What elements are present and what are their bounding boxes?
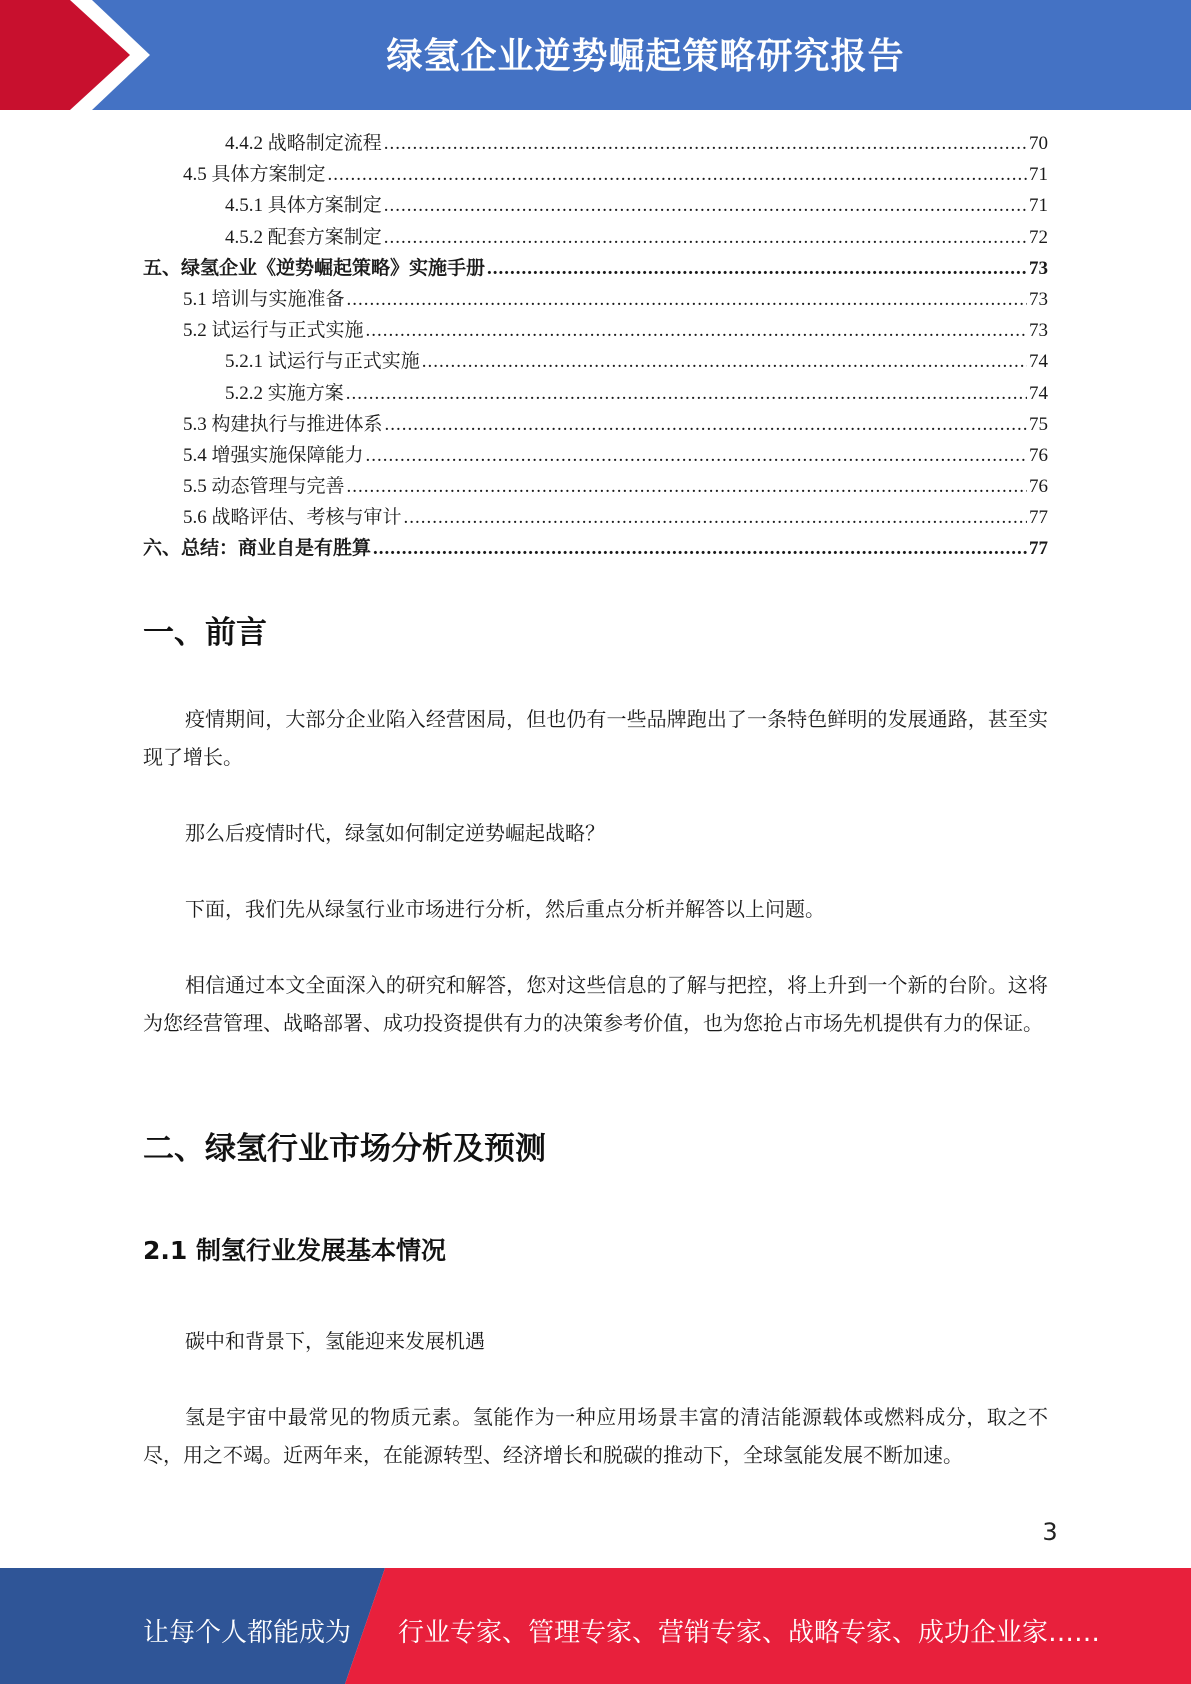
paragraph: 下面，我们先从绿氢行业市场进行分析，然后重点分析并解答以上问题。 bbox=[185, 899, 825, 921]
toc-entry[interactable] bbox=[143, 502, 1048, 533]
toc-leader-dots bbox=[384, 227, 1027, 249]
toc-entry-label: 4.4.2 战略制定流程 bbox=[225, 133, 382, 154]
toc-leader-dots bbox=[366, 320, 1027, 342]
toc-leader-dots bbox=[404, 507, 1027, 529]
toc-entry-label: 4.5 具体方案制定 bbox=[183, 164, 326, 186]
toc-leader-dots bbox=[347, 289, 1027, 311]
page-header bbox=[0, 0, 1191, 110]
toc-entry-label: 5.2 试运行与正式实施 bbox=[183, 320, 364, 342]
section-heading-market-analysis: 二、绿氢行业市场分析及预测 bbox=[143, 1131, 546, 1167]
toc-leader-dots bbox=[366, 445, 1027, 467]
toc-entry[interactable] bbox=[143, 190, 1048, 221]
paragraph: 碳中和背景下，氢能迎来发展机遇 bbox=[185, 1331, 485, 1353]
toc-entry[interactable] bbox=[143, 471, 1048, 502]
toc-entry-label: 5.1 培训与实施准备 bbox=[183, 288, 345, 310]
toc-entry-page: 71 bbox=[1029, 195, 1048, 217]
toc-entry-label: 4.5.1 具体方案制定 bbox=[225, 195, 382, 217]
toc-leader-dots bbox=[346, 383, 1027, 405]
toc-entry-page: 73 bbox=[1029, 320, 1048, 342]
toc-entry[interactable] bbox=[143, 159, 1048, 190]
toc-entry-label: 5.2.1 试运行与正式实施 bbox=[225, 351, 420, 373]
toc-leader-dots bbox=[328, 164, 1027, 186]
toc-leader-dots bbox=[385, 414, 1027, 436]
subsection-heading: 2.1 制氢行业发展基本情况 bbox=[143, 1236, 446, 1265]
toc-entry[interactable] bbox=[143, 128, 1048, 159]
toc-entry-page: 75 bbox=[1029, 413, 1048, 435]
page-number: 3 bbox=[1042, 1518, 1058, 1546]
toc-entry-page: 73 bbox=[1029, 288, 1048, 310]
toc-entry-page: 77 bbox=[1029, 538, 1048, 560]
section-heading-preface: 一、前言 bbox=[143, 615, 267, 651]
toc-entry[interactable] bbox=[143, 253, 1048, 284]
toc-entry-label: 5.6 战略评估、考核与审计 bbox=[183, 507, 402, 529]
toc-leader-dots bbox=[422, 351, 1027, 373]
toc-entry[interactable] bbox=[143, 315, 1048, 346]
footer-slogan-right: 行业专家、管理专家、营销专家、战略专家、成功企业家…… bbox=[398, 1618, 1101, 1648]
paragraph: 氢是宇宙中最常见的物质元素。氢能作为一种应用场景丰富的清洁能源载体或燃料成分，取之不尽，用之不竭。近两年来，在能源转型、经济增长和脱碳的推动下，全球氢能发展不断加速。 bbox=[143, 1407, 1048, 1467]
toc-entry[interactable] bbox=[143, 378, 1048, 409]
toc-entry[interactable] bbox=[143, 346, 1048, 377]
page-footer bbox=[0, 1568, 1191, 1684]
toc-entry[interactable] bbox=[143, 440, 1048, 471]
toc-entry[interactable] bbox=[143, 409, 1048, 440]
toc-entry-label: 六、总结：商业自是有胜算 bbox=[143, 538, 372, 560]
paragraph: 那么后疫情时代，绿氢如何制定逆势崛起战略？ bbox=[185, 823, 605, 845]
toc-entry-label: 5.5 动态管理与完善 bbox=[183, 476, 345, 498]
toc-entry-page: 76 bbox=[1029, 476, 1048, 498]
toc-leader-dots bbox=[347, 476, 1027, 498]
toc-entry[interactable] bbox=[143, 533, 1048, 564]
toc-entry-label: 5.3 构建执行与推进体系 bbox=[183, 413, 383, 435]
toc-entry-label: 4.5.2 配套方案制定 bbox=[225, 226, 382, 248]
toc-leader-dots bbox=[487, 258, 1027, 280]
toc-leader-dots bbox=[373, 538, 1027, 560]
toc-entry-label: 五、绿氢企业《逆势崛起策略》实施手册 bbox=[143, 257, 486, 279]
footer-slogan-left: 让每个人都能成为 bbox=[143, 1618, 352, 1648]
toc-entry-page: 74 bbox=[1029, 351, 1048, 373]
toc-entry-page: 73 bbox=[1029, 257, 1048, 279]
toc-entry[interactable] bbox=[143, 284, 1048, 315]
table-of-contents bbox=[143, 128, 1048, 565]
toc-entry-page: 71 bbox=[1029, 164, 1048, 186]
toc-entry-label: 5.2.2 实施方案 bbox=[225, 382, 344, 404]
toc-entry-page: 70 bbox=[1029, 133, 1048, 154]
paragraph: 相信通过本文全面深入的研究和解答，您对这些信息的了解与把控，将上升到一个新的台阶。这将为您经营管理、战略部署、成功投资提供有力的决策参考价值，也为您抢占市场先机提供有力的保证。 bbox=[143, 975, 1048, 1035]
toc-entry-page: 72 bbox=[1029, 226, 1048, 248]
toc-leader-dots bbox=[384, 195, 1027, 217]
toc-entry[interactable] bbox=[143, 222, 1048, 253]
toc-leader-dots bbox=[384, 133, 1027, 155]
toc-entry-page: 77 bbox=[1029, 507, 1048, 529]
toc-entry-label: 5.4 增强实施保障能力 bbox=[183, 444, 364, 466]
toc-entry-page: 76 bbox=[1029, 444, 1048, 466]
toc-entry-page: 74 bbox=[1029, 382, 1048, 404]
header-title: 绿氢企业逆势崛起策略研究报告 bbox=[386, 36, 905, 77]
paragraph: 疫情期间，大部分企业陷入经营困局，但也仍有一些品牌跑出了一条特色鲜明的发展通路，甚至实现了增长。 bbox=[143, 709, 1048, 769]
